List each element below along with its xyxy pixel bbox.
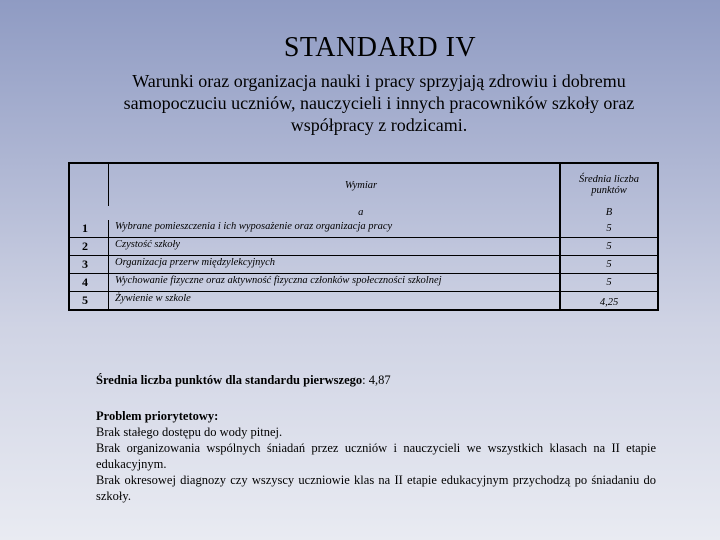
row-number: 4 — [69, 274, 109, 292]
page-subtitle: Warunki oraz organizacja nauki i pracy sprzyjają zdrowiu i dobremu samopoczuciu uczniów, nauczycieli i innych pracowników szkoły oraz współpracy z rodzicami. — [123, 71, 635, 135]
header-average: Średnia liczba punktów — [560, 163, 658, 206]
subheader-dimension: a — [358, 207, 364, 218]
page-title: STANDARD IV — [283, 32, 477, 63]
row-value: 4,25 — [560, 292, 658, 311]
standard-table — [68, 162, 659, 311]
subheader-num-cell — [69, 206, 109, 220]
header-num-cell — [69, 163, 109, 206]
table-header-row — [69, 163, 658, 206]
row-label: Wybrane pomieszczenia i ich wyposażenie oraz organizacja pracy — [115, 221, 393, 232]
row-number: 5 — [69, 292, 109, 311]
row-number: 3 — [69, 256, 109, 274]
table-row — [69, 220, 658, 238]
problem-item: Brak stałego dostępu do wody pitnej. — [96, 425, 283, 439]
summary-value: : 4,87 — [362, 373, 391, 387]
problem-item: Brak okresowej diagnozy czy wszyscy uczniowie klas na II etapie edukacyjnym przychodzą po śniadaniu do szkoły. — [96, 473, 656, 503]
table-row — [69, 256, 658, 274]
subheader-average: B — [560, 206, 658, 220]
problems-title: Problem priorytetowy: — [96, 409, 219, 423]
row-number: 1 — [69, 220, 109, 238]
table-subheader-row — [69, 206, 658, 220]
header-dimension: Wymiar — [344, 179, 378, 191]
row-value: 5 — [560, 274, 658, 292]
table-row — [69, 292, 658, 311]
table-row — [69, 274, 658, 292]
row-value: 5 — [560, 220, 658, 238]
table-row — [69, 238, 658, 256]
row-number: 2 — [69, 238, 109, 256]
row-label: Organizacja przerw międzylekcyjnych — [109, 256, 561, 274]
row-value: 5 — [560, 256, 658, 274]
summary-line — [96, 372, 656, 388]
row-value: 5 — [560, 238, 658, 256]
row-label: Czystość szkoły — [109, 238, 561, 256]
row-label: Wychowanie fizyczne oraz aktywność fizyczna członków społeczności szkolnej — [109, 274, 561, 292]
row-label: Żywienie w szkole — [109, 292, 561, 311]
summary-label: Średnia liczba punktów dla standardu pierwszego — [96, 373, 363, 387]
problem-item: Brak organizowania wspólnych śniadań przez uczniów i nauczycieli we wszystkich klasach na II etapie edukacyjnym. — [96, 441, 656, 471]
content-block — [96, 372, 656, 504]
